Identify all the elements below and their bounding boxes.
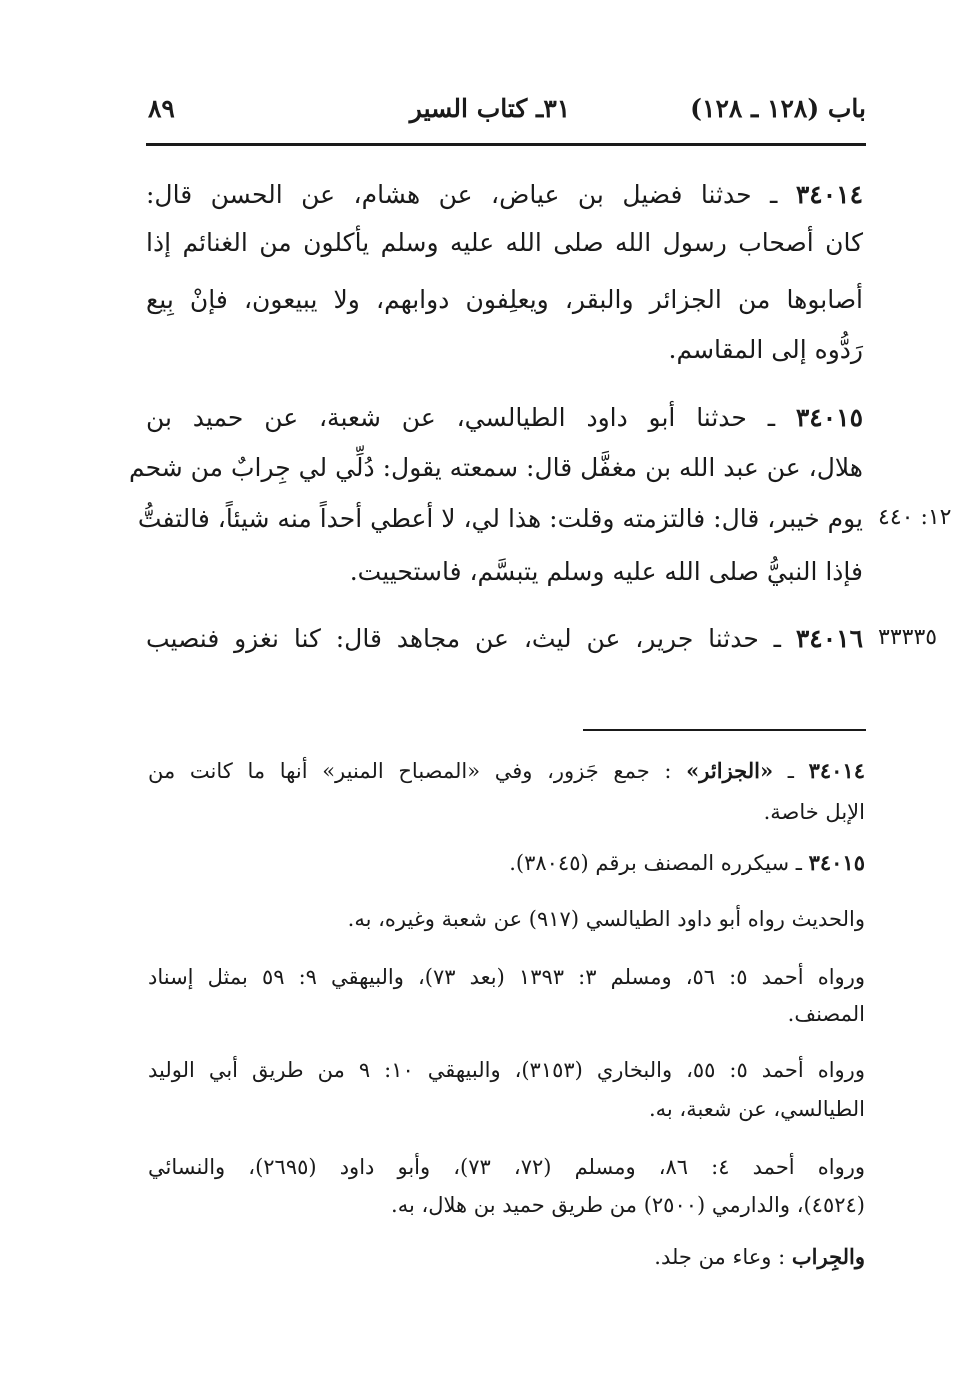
hadith-number: ٣٤٠١٥	[795, 403, 863, 432]
footnote-term: والجِراب	[791, 1244, 865, 1269]
footnote-text: : جمع جَزور، وفي «المصباح المنير» أنها ما كانت من	[148, 759, 672, 783]
footnote-divider	[583, 729, 866, 731]
header-divider	[146, 143, 866, 146]
hadith-34015-line-4: فإذا النبيُّ صلى الله عليه وسلم يتبسَّم، فاستحييت.	[349, 557, 863, 586]
footnote-number: ٣٤٠١٤	[808, 758, 865, 783]
margin-reference: ٣٣٣٣٥	[878, 625, 938, 650]
footnote-line: ورواه أحمد ٤: ٨٦، ومسلم (٧٢، ٧٣)، وأبو داود (٢٦٩٥)، والنسائي	[148, 1155, 866, 1179]
hadith-34015-line-2: هلال، عن عبد الله بن مغفَّل قال: سمعته يقول: دُلِّي لي جِرابٌ من شحم	[128, 453, 863, 482]
page-number: ٨٩	[148, 94, 175, 123]
footnote-line: (٤٥٢٤)، والدارمي (٢٥٠٠) من طريق حميد بن هلال، به.	[391, 1193, 865, 1217]
hadith-34015-line-3: يوم خيبر، قال: فالتزمته وقلت: هذا لي، لا أعطي أحداً منه شيئاً، فالتفتُّ	[137, 504, 863, 533]
footnote-line: ورواه أحمد ٥: ٥٥، والبخاري (٣١٥٣)، والبيهقي ١٠: ٩ من طريق أبي الوليد	[148, 1058, 865, 1082]
hadith-number: ٣٤٠١٦	[795, 624, 863, 653]
hadith-34014-line-4: رَدُّوه إلى المقاسم.	[668, 335, 863, 364]
footnote-term: «الجزائر»	[686, 758, 774, 783]
footnote-line: الطيالسي، عن شعبة، به.	[648, 1097, 865, 1121]
footnote-34014-line-2: الإبل خاصة.	[763, 800, 865, 824]
footnote-34015-line-1	[509, 847, 865, 879]
hadith-text: ـ حدثنا فضيل بن عياض، عن هشام، عن الحسن قال:	[146, 180, 778, 209]
chapter-heading: باب (١٢٨ ـ ١٢٨)	[690, 94, 866, 123]
footnote-text: ـ سيكرره المصنف برقم (٣٨٠٤٥).	[509, 851, 802, 875]
hadith-34014-line-3: أصابوها من الجزائر والبقر، ويعلِفون دوابهم، ولا يبيعون، فإنْ بِيع	[146, 285, 863, 314]
margin-reference: ١٢: ٤٤٠	[878, 505, 952, 530]
footnote-number: ٣٤٠١٥	[808, 850, 865, 875]
footnote-line: المصنف.	[787, 1002, 865, 1026]
footnote-34014-line-1: ٣٤٠١٤ ـ «الجزائر» : جمع جَزور، وفي «المصباح المنير» أنها ما كانت من	[148, 758, 865, 783]
footnote-line: ورواه أحمد ٥: ٥٦، ومسلم ٣: ١٣٩٣ (بعد ٧٣)، والبيهقي ٩: ٥٩ بمثل إسناد	[148, 965, 865, 989]
hadith-34016-line-1	[146, 620, 863, 658]
footnote-line: والحديث رواه أبو داود الطيالسي (٩١٧) عن شعبة وغيره، به.	[347, 907, 865, 931]
footnote-text: : وعاء من جلد.	[654, 1245, 786, 1269]
footnote-definition	[654, 1241, 865, 1273]
hadith-number: ٣٤٠١٤	[795, 180, 863, 209]
book-title: ٣١ـ كتاب السير	[409, 94, 571, 123]
hadith-34015-line-1	[146, 399, 863, 437]
hadith-text: ـ حدثنا جرير، عن ليث، عن مجاهد قال: كنا نغزو فنصيب	[146, 624, 782, 653]
hadith-34014-line-2: كان أصحاب رسول الله صلى الله عليه وسلم يأكلون من الغنائم إذا	[146, 228, 863, 257]
hadith-text: ـ حدثنا أبو داود الطيالسي، عن شعبة، عن حميد بن	[146, 403, 776, 432]
hadith-34014-line-1	[146, 176, 863, 214]
